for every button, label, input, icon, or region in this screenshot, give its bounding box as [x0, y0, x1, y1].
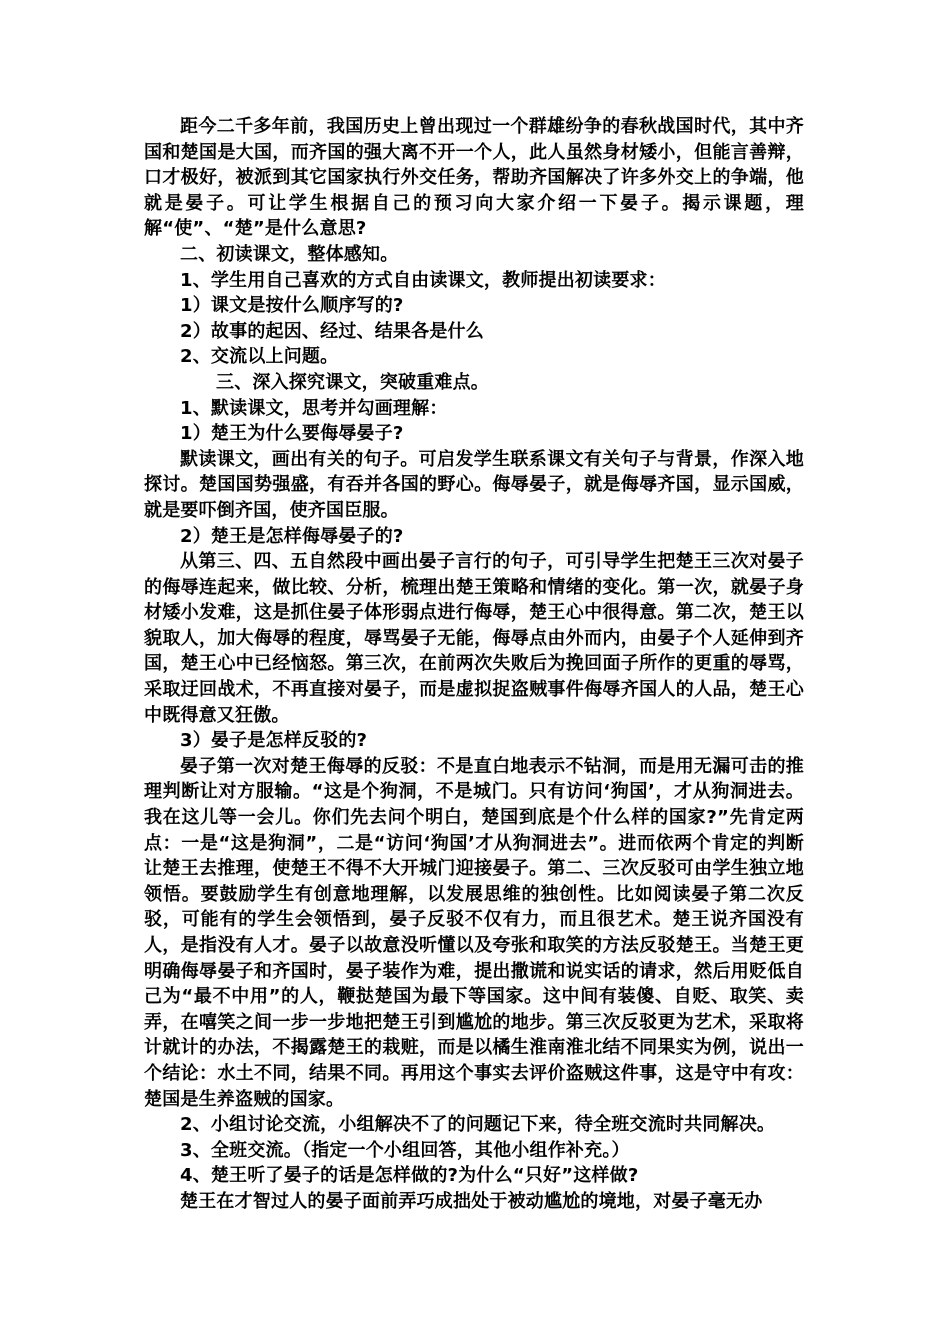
paragraph-how-insult: 从第三、四、五自然段中画出晏子言行的句子，可引导学生把楚王三次对晏子的侮辱连起来，做比较、分析，梳理出楚王策略和情绪的变化。第一次，就晏子身材矮小发难，这是抓住晏子体形弱点进行侮辱，楚王心中很得意。第二次，楚王以貌取人，加大侮辱的程度，辱骂晏子无能，侮辱点由外而内，由晏子个人延伸到齐国，楚王心中已经恼怒。第三次，在前两次失败后为挽回面子所作的更重的辱骂，采取迂回战术，不再直接对晏子，而是虚拟捉盗贼事件侮辱齐国人的人品，楚王心中既得意又狂傲。: [144, 551, 804, 726]
heading-first-reading: 二、初读课文，整体感知。: [180, 243, 399, 265]
question-how-rebut: 3）晏子是怎样反驳的?: [180, 730, 368, 752]
paragraph-group-discussion: 2、小组讨论交流，小组解决不了的问题记下来，待全班交流时共同解决。: [180, 1114, 776, 1136]
paragraph-why-insult: 默读课文，画出有关的句子。可启发学生联系课文有关句子与背景，作深入地探讨。楚国国势强盛，有吞并各国的野心。侮辱晏子，就是侮辱齐国，显示国威，就是要吓倒齐国，使齐国臣服。: [144, 448, 804, 521]
paragraph-reading-requirement: 1、学生用自己喜欢的方式自由读课文，教师提出初读要求：: [180, 269, 666, 291]
question-story: 2）故事的起因、经过、结果各是什么: [180, 320, 484, 342]
paragraph-silent-reading: 1、默读课文，思考并勾画理解：: [180, 397, 448, 419]
question-order: 1）课文是按什么顺序写的?: [180, 295, 404, 317]
paragraph-how-rebut: 晏子第一次对楚王侮辱的反驳：不是直白地表示不钻洞，而是用无漏可击的推理判断让对方服输。“这是个狗洞，不是城门。只有访问‘狗国’，才从狗洞进去。我在这儿等一会儿。你们先去问个明白，楚国到底是个什么样的国家?”先肯定两点：一是“这是狗洞”，二是“访问‘狗国’才从狗洞进去”。进而依两个肯定的判断让楚王去推理，使楚王不得不大开城门迎接晏子。第二、三次反驳可由学生独立地领悟。要鼓励学生有创意地理解，以发展思维的独创性。比如阅读晏子第二次反驳，可能有的学生会领悟到，晏子反驳不仅有力，而且很艺术。楚王说齐国没有人，是指没有人才。晏子以故意没听懂以及夸张和取笑的方法反驳楚王。当楚王更明确侮辱晏子和齐国时，晏子装作为难，提出撒谎和说实话的请求，然后用贬低自己为“最不中用”的人，鞭挞楚国为最下等国家。这中间有装傻、自贬、取笑、卖弄，在嘻笑之间一步一步地把楚王引到尴尬的地步。第三次反驳更为艺术，采取将计就计的办法，不揭露楚王的栽赃，而是以橘生淮南淮北结不同果实为例，说出一个结论：水土不同，结果不同。再用这个事实去评价盗贼这件事，这是守中有攻：楚国是生养盗贼的国家。: [144, 755, 804, 1110]
question-why-insult: 1）楚王为什么要侮辱晏子?: [180, 423, 404, 445]
document-body: [144, 114, 804, 1215]
question-king-response: 4、楚王听了晏子的话是怎样做的?为什么“只好”这样做?: [180, 1165, 639, 1187]
paragraph-king-response: 楚王在才智过人的晏子面前弄巧成拙处于被动尴尬的境地，对晏子毫无办: [180, 1190, 763, 1212]
paragraph-discussion: 2、交流以上问题。: [180, 346, 339, 368]
heading-deep-inquiry: 三、深入探究课文，突破重难点。: [216, 371, 489, 393]
paragraph-class-exchange: 3、全班交流。（指定一个小组回答，其他小组作补充。）: [180, 1139, 630, 1161]
question-how-insult: 2）楚王是怎样侮辱晏子的?: [180, 525, 404, 547]
paragraph-intro: 距今二千多年前，我国历史上曾出现过一个群雄纷争的春秋战国时代，其中齐国和楚国是大国，而齐国的强大离不开一个人，此人虽然身材矮小，但能言善辩，口才极好，被派到其它国家执行外交任务，帮助齐国解决了许多外交上的争端，他就是晏子。可让学生根据自己的预习向大家介绍一下晏子。揭示课题，理解“使”、“楚”是什么意思?: [144, 116, 804, 240]
